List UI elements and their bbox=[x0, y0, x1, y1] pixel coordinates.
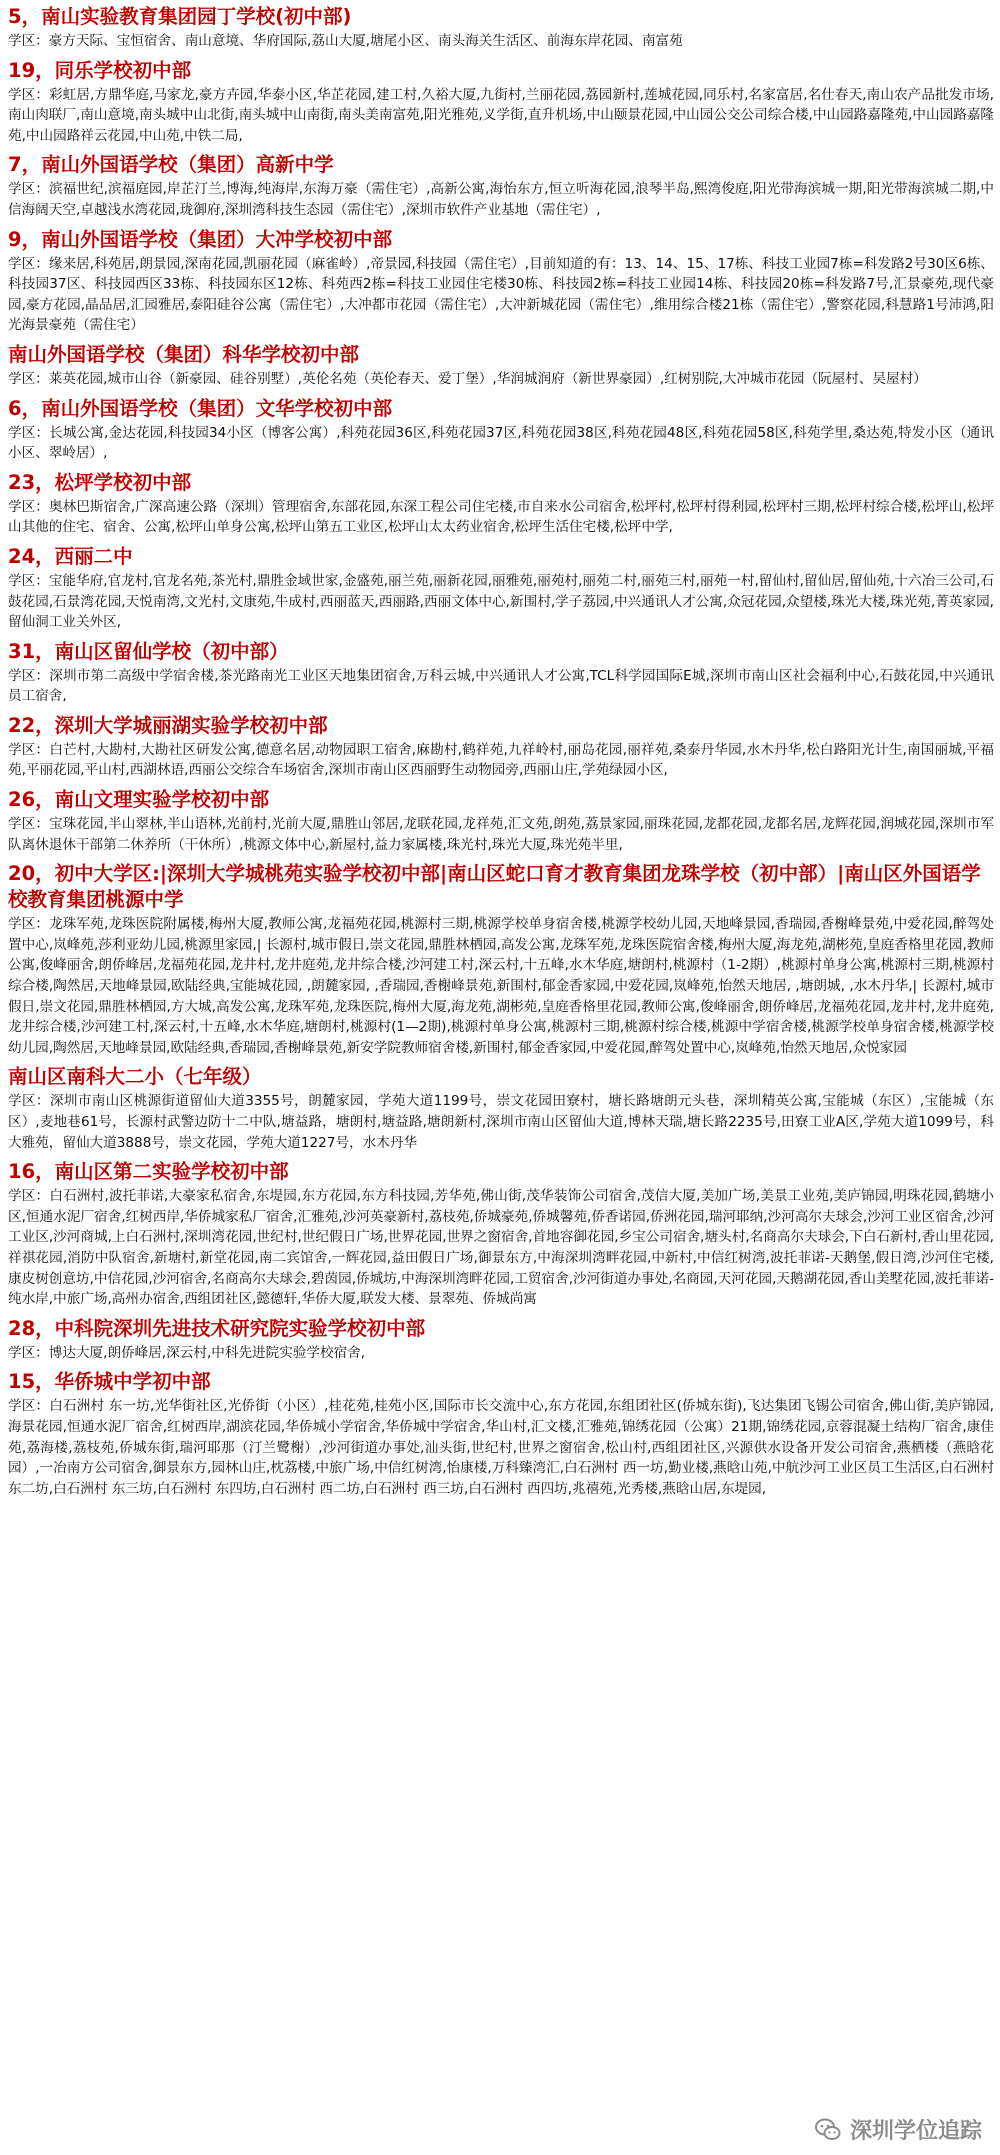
school-district-text: 学区：白石洲村 东一坊,光华街社区,光侨街（小区）,桂花苑,桂苑小区,国际市长交流中心,东方花园,东组团社区(侨城东街),飞达集团飞锡公司宿舍,佛山街,美庐锦园,海景花园,恒通水泥厂宿舍,红树西岸,湖滨花园,华侨城小学宿舍,华侨城中学宿舍,华山村,汇文楼,汇雅苑,锦绣花园（公寓）21期,锦绣花园,京蓉混凝土结构厂宿舍,康佳苑,荔海楼,荔枝苑,侨城东街,瑞河耶那（汀兰鹭榭）,沙河街道办事处,汕头街,世纪村,世界之窗宿舍,松山村,西组团社区,兴源供水设备开发公司宿舍,燕栖楼（燕晗花园）,一冶南方公司宿舍,御景东方,园林山庄,枕荔楼,中旅广场,中信红树湾,怡康楼,万科臻湾汇,白石洲村 西一坊,勤业楼,燕晗山苑,中航沙河工业区员工生活区,白石洲村 东二坊,白石洲村 东三坊,白石洲村 东四坊,白石洲村 西二坊,白石洲村 西三坊,白石洲村 西四坊,兆禧苑,光秀楼,燕晗山居,东堤园, bbox=[8, 1398, 994, 1497]
school-title: 6，南山外国语学校（集团）文华学校初中部 bbox=[8, 396, 393, 420]
school-district-text: 学区：彩虹居,方鼎华庭,马家龙,豪方卉园,华泰小区,华芷花园,建工村,久裕大厦,九街村,兰丽花园,荔园新村,莲城花园,同乐村,名家富居,名仕春天,南山农产品批发市场,南山肉联厂,南山意境,南头城中山北街,南头城中山南街,南头美南富苑,阳光雅苑,义学街,直升机场,中山颐景花园,中山园公交公司综合楼,中山园路嘉隆苑,中山园路嘉隆苑,中山园路祥云花园,中山苑,中铁二局, bbox=[8, 86, 994, 144]
school-title: 31，南山区留仙学校（初中部） bbox=[8, 639, 289, 663]
school-district-text: 学区：白芒村,大勘村,大勘社区研发公寓,德意名居,动物园职工宿舍,麻勘村,鹤祥苑,九祥岭村,丽岛花园,丽祥苑,桑泰丹华园,水木丹华,松白路阳光计生,南国丽城,平福苑,平丽花园,平山村,西湖林语,西丽公交综合车场宿舍,深圳市南山区西丽野生动物园旁,西丽山庄,学苑绿园小区, bbox=[8, 741, 994, 779]
watermark-text: 深圳学位追踪 bbox=[849, 2119, 982, 2144]
school-title: 5，南山实验教育集团园丁学校(初中部) bbox=[8, 5, 352, 28]
school-title: 南山外国语学校（集团）科华学校初中部 bbox=[8, 342, 360, 366]
school-district-text: 学区：豪方天际、宝恒宿舍、南山意境、华府国际,荔山大厦,塘尾小区、南头海关生活区、前海东岸花园、南富苑 bbox=[8, 33, 683, 49]
school-title: 23，松坪学校初中部 bbox=[8, 470, 192, 494]
school-title: 20，初中大学区:|深圳大学城桃苑实验学校初中部|南山区蛇口育才教育集团龙珠学校（初中部）|南山区外国语学校教育集团桃源中学 bbox=[8, 862, 981, 912]
school-entry bbox=[8, 1316, 994, 1364]
watermark bbox=[810, 2112, 986, 2147]
school-title: 9，南山外国语学校（集团）大冲学校初中部 bbox=[8, 227, 393, 251]
school-title: 26，南山文理实验学校初中部 bbox=[8, 788, 270, 812]
school-entry bbox=[8, 1369, 994, 1499]
school-title: 南山区南科大二小（七年级） bbox=[8, 1065, 262, 1089]
school-district-text: 学区：长城公寓,金达花园,科技园34小区（博客公寓）,科苑花园36区,科苑花园37区,科苑花园38区,科苑花园48区,科苑花园58区,科苑学里,桑达苑,特发小区（通讯小区、翠岭居）, bbox=[8, 424, 994, 462]
school-entry bbox=[8, 227, 994, 336]
school-district-text: 学区：莱英花园,城市山谷（新豪园、硅谷别墅）,英伦名苑（英伦春天、爱丁堡）,华润城润府（新世界豪园）,红树别院,大冲城市花园（阮屋村、吴屋村） bbox=[8, 370, 927, 387]
school-title: 28，中科院深圳先进技术研究院实验学校初中部 bbox=[8, 1316, 426, 1340]
school-entry bbox=[8, 861, 994, 1058]
school-title: 15，华侨城中学初中部 bbox=[8, 1370, 211, 1394]
school-entry bbox=[8, 4, 994, 52]
school-entry bbox=[8, 342, 994, 390]
school-district-text: 学区：龙珠军苑,龙珠医院附属楼,梅州大厦,教师公寓,龙福苑花园,桃源村三期,桃源学校单身宿舍楼,桃源学校幼儿园,天地峰景园,香瑞园,香榭峰景苑,中爱花园,醉驾处置中心,岚峰苑,莎利亚幼儿园,桃源里家园,| 长源村,城市假日,崇文花园,鼎胜林栖园,高发公寓,龙珠军苑,龙珠医院宿舍楼,梅州大厦,海龙苑,湖彬苑,皇庭香格里花园,教师公寓,俊峰丽舍,朗侨峰居,龙福苑花园,龙井村,龙井庭苑,龙井综合楼,沙河建工村,深云村,十五峰,水木华庭,塘朗村,桃源村（1-2期）,桃源村单身公寓,桃源村三期,桃源村综合楼,陶然居,天地峰景园,欧陆经典,宝能城花园, ,朗麓家园, ,香瑞园,香榭峰景苑,新围村,郁金香家园,中爱花园,岚峰苑,怡然天地居, ,塘朗城, ,水木丹华,| 长源村,城市假日,崇文花园,鼎胜林栖园,方大城,高发公寓,龙珠军苑,龙珠医院,梅州大厦,海龙苑,湖彬苑,皇庭香格里花园,教师公寓,俊峰丽舍,朗侨峰居,龙福苑花园,龙井村,龙井庭苑,龙井综合楼,沙河建工村,深云村,十五峰,水木华庭,塘朗村,桃源村(1—2期),桃源村单身公寓,桃源村三期,桃源村综合楼,桃源中学宿舍楼,桃源学校单身宿舍楼,桃源学校幼儿园,陶然居,天地峰景园,欧陆经典,香瑞园,香榭峰景苑,新安学院教师宿舍楼,新围村,郁金香家园,中爱花园,醉驾处置中心,岚峰苑,怡然天地居,众悦家园 bbox=[8, 916, 994, 1056]
school-district-text: 学区：奥林巴斯宿舍,广深高速公路（深圳）管理宿舍,东部花园,东深工程公司住宅楼,市自来水公司宿舍,松坪村,松坪村得利园,松坪村三期,松坪村综合楼,松坪山,松坪山其他的住宅、宿舍、公寓,松坪山单身公寓,松坪山第五工业区,松坪山太太药业宿舍,松坪生活住宅楼,松坪中学, bbox=[8, 498, 994, 536]
wechat-icon bbox=[814, 2116, 842, 2144]
school-entry bbox=[8, 544, 994, 633]
school-district-text: 学区：深圳市南山区桃源街道留仙大道3355号，朗麓家园，学苑大道1199号，崇文花园田寮村，塘长路塘朗元头巷，深圳精英公寓,宝能城（东区）,宝能城（东区）,麦地巷61号，长源村武警边防十二中队,塘益路，塘朗村,塘益路,塘朗新村,深圳市南山区留仙大道,博林天瑞,塘长路2235号,田寮工业A区,学苑大道1099号，科大雅苑，留仙大道3888号，崇文花园，学苑大道1227号，水木丹华 bbox=[8, 1093, 994, 1151]
school-title: 22，深圳大学城丽湖实验学校初中部 bbox=[8, 713, 328, 737]
school-entry bbox=[8, 58, 994, 147]
school-entry bbox=[8, 1159, 994, 1310]
school-district-text: 学区：滨福世纪,滨福庭园,岸芷汀兰,博海,纯海岸,东海万豪（需住宅）,高新公寓,海怡东方,恒立听海花园,浪琴半岛,熙湾俊庭,阳光带海滨城一期,阳光带海滨城二期,中信海阔天空,卓越浅水湾花园,珑御府,深圳湾科技生态园（需住宅）,深圳市软件产业基地（需住宅）, bbox=[8, 181, 994, 218]
school-entry bbox=[8, 713, 994, 781]
school-entry bbox=[8, 152, 994, 220]
school-district-text: 学区：宝珠花园,半山翠林,半山语林,光前村,光前大厦,鼎胜山邻居,龙联花园,龙祥苑,汇文苑,朗苑,荔景家园,丽珠花园,龙都花园,龙都名居,龙辉花园,润城花园,深圳市军队离休退休干部第二休养所（干休所）,桃源文体中心,新屋村,益力家属楼,珠光村,珠光大厦,珠光苑半里, bbox=[8, 816, 994, 853]
school-district-text: 学区：缘来居,科苑居,朗景园,深南花园,凯丽花园（麻雀岭）,帝景园,科技园（需住宅）,目前知道的有：13、14、15、17栋、科技工业园7栋=科发路2号30区6栋、科技园37区、科技园西区33栋、科技园东区12栋、科苑西2栋=科技工业园住宅楼30栋、科技园2栋=科技工业园14栋、科技园20栋=科发路7号,汇景豪苑,现代豪园,豪方花园,晶品居,汇园雅居,泰阳硅谷公寓（需住宅）,大冲都市花园（需住宅）,大冲新城花园（需住宅）,维用综合楼21栋（需住宅）,警察花园,科慧路1号沛鸿,阳光海景豪苑（需住宅） bbox=[8, 255, 994, 334]
school-district-text: 学区：深圳市第二高级中学宿舍楼,茶光路南光工业区天地集团宿舍,万科云城,中兴通讯人才公寓,TCL科学园国际E城,深圳市南山区社会福利中心,石鼓花园,中兴通讯员工宿舍, bbox=[8, 667, 994, 705]
school-entry bbox=[8, 396, 994, 464]
school-title: 7，南山外国语学校（集团）高新中学 bbox=[8, 153, 334, 177]
school-district-text: 学区：宝能华府,官龙村,官龙名苑,茶光村,鼎胜金域世家,金盛苑,丽兰苑,丽新花园,丽雅苑,丽苑村,丽苑二村,丽苑三村,丽苑一村,留仙村,留仙居,留仙苑,十六冶三公司,石鼓花园,石景湾花园,天悦南湾,文光村,文康苑,牛成村,西丽蓝天,西丽路,西丽文体中心,新围村,学子荔园,中兴通讯人才公寓,众冠花园,众望楼,珠光大楼,珠光苑,菁英家园,留仙洞工业关外区, bbox=[8, 572, 994, 631]
school-entry bbox=[8, 787, 994, 855]
school-title: 19，同乐学校初中部 bbox=[8, 58, 192, 82]
school-entry bbox=[8, 639, 994, 707]
school-district-text: 学区：白石洲村,波托菲诺,大豪家私宿舍,东堤园,东方花园,东方科技园,芳华苑,佛山街,茂华装饰公司宿舍,茂信大厦,美加广场,美景工业苑,美庐锦园,明珠花园,鹤塘小区,恒通水泥厂宿舍,红树西岸,华侨城家私厂宿舍,汇雅苑,沙河英豪新村,荔枝苑,侨城豪苑,侨城馨苑,侨香诺园,侨洲花园,瑞河耶纳,沙河高尔夫球会,沙河工业区宿舍,沙河工业区,沙河商城,上白石洲村,深圳湾花园,世纪村,世纪假日广场,世界花园,世界之窗宿舍,首地容御花园,乡宝公司宿舍,塘头村,名商高尔夫球会,下白石新村,香山里花园,祥祺花园,消防中队宿舍,新塘村,新堂花园,南二宾馆舍,一辉花园,益田假日广场,御景东方,中海深圳湾畔花园,中新村,中信红树湾,波托菲诺-天鹅堡,假日湾,沙河住宅楼,康皮树创意坊,中信花园,沙河宿舍,名商高尔夫球会,碧茵园,侨城坊,中海深圳湾畔花园,工贸宿舍,沙河街道办事处,名商园,天河花园,天鹅湖花园,香山美墅花园,波托菲诺-纯水岸,中旅广场,高州办宿舍,西组团社区,懿德轩,华侨大厦,联发大楼、景翠苑、侨城尚寓 bbox=[8, 1188, 994, 1308]
school-entry bbox=[8, 1064, 994, 1153]
school-district-text: 学区：博达大厦,朗侨峰居,深云村,中科先进院实验学校宿舍, bbox=[8, 1344, 366, 1361]
school-title: 24，西丽二中 bbox=[8, 544, 133, 568]
school-title: 16，南山区第二实验学校初中部 bbox=[8, 1160, 289, 1184]
school-entry bbox=[8, 470, 994, 538]
